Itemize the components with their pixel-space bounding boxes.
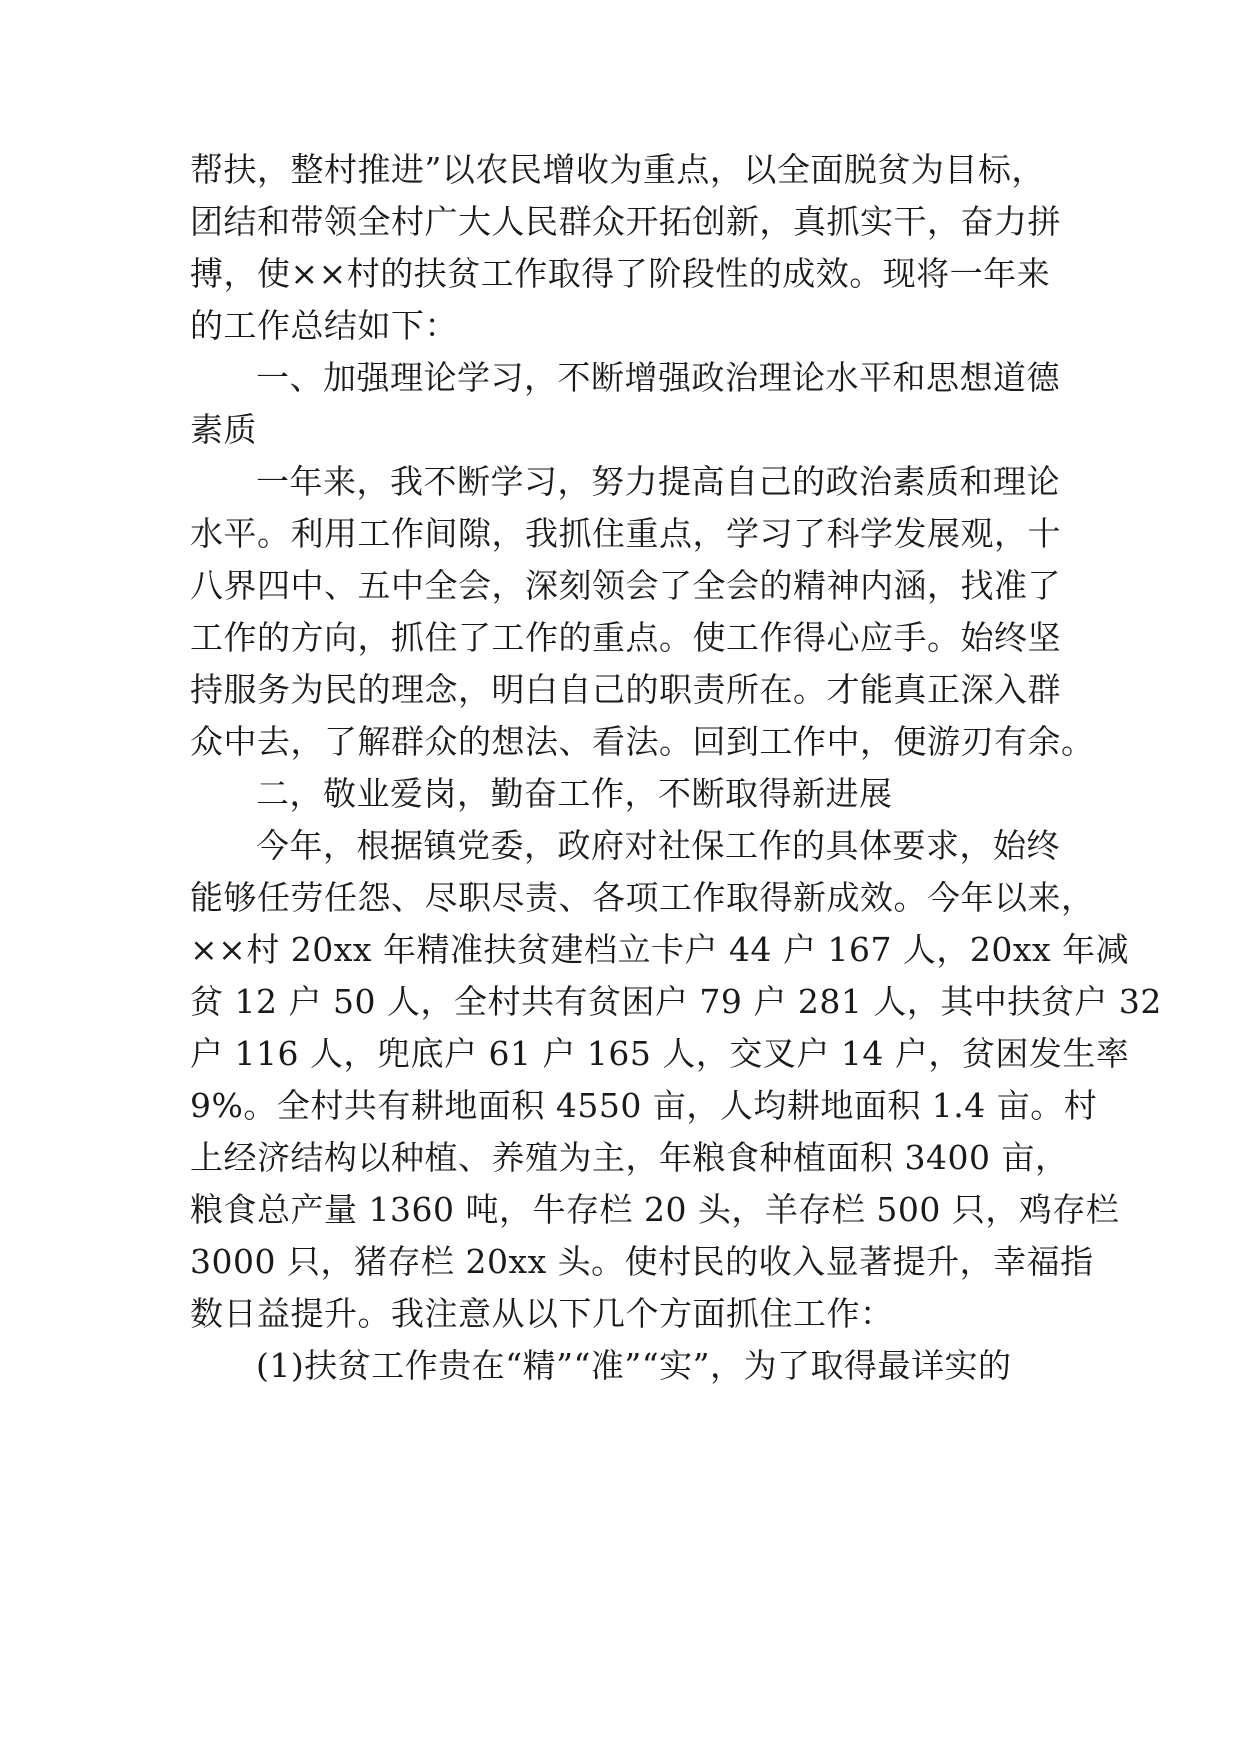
text-line: 数日益提升。我注意从以下几个方面抓住工作：: [190, 1294, 894, 1333]
text-line: 搏，使××村的扶贫工作取得了阶段性的成效。现将一年来: [190, 254, 1051, 293]
text-line: 粮食总产量 1360 吨，牛存栏 20 头，羊存栏 500 只，鸡存栏: [190, 1190, 1120, 1229]
text-line: 户 116 人，兜底户 61 户 165 人，交叉户 14 户，贫困发生率: [190, 1034, 1130, 1073]
text-line: 众中去，了解群众的想法、看法。回到工作中，便游刃有余。: [190, 722, 1095, 761]
text-line: 贫 12 户 50 人，全村共有贫困户 79 户 281 人，其中扶贫户 32: [190, 982, 1162, 1021]
text-line: 持服务为民的理念，明白自己的职责所在。才能真正深入群: [190, 670, 1061, 709]
list-item: (1)扶贫工作贵在“精”“准”“实”，为了取得最详实的: [256, 1346, 1012, 1385]
text-line: 的工作总结如下：: [190, 306, 458, 345]
text-line: 工作的方向，抓住了工作的重点。使工作得心应手。始终坚: [190, 618, 1061, 657]
text-line: 3000 只，猪存栏 20xx 头。使村民的收入显著提升，幸福指: [190, 1242, 1094, 1281]
text-line: 八界四中、五中全会，深刻领会了全会的精神内涵，找准了: [190, 566, 1061, 605]
text-line: 上经济结构以种植、养殖为主，年粮食种植面积 3400 亩，: [190, 1138, 1069, 1177]
text-line: 帮扶，整村推进”以农民增收为重点，以全面脱贫为目标，: [190, 150, 1045, 189]
section-heading-continued: 素质: [190, 410, 257, 449]
text-line: 一年来，我不断学习，努力提高自己的政治素质和理论: [256, 462, 1060, 501]
text-line: 今年，根据镇党委，政府对社保工作的具体要求，始终: [256, 826, 1060, 865]
section-heading: 二，敬业爱岗，勤奋工作，不断取得新进展: [256, 774, 893, 813]
text-line: 水平。利用工作间隙，我抓住重点，学习了科学发展观，十: [190, 514, 1061, 553]
text-line: 能够任劳任怨、尽职尽责、各项工作取得新成效。今年以来，: [190, 878, 1095, 917]
text-line: 9%。全村共有耕地面积 4550 亩，人均耕地面积 1.4 亩。村: [190, 1086, 1098, 1125]
text-line: ××村 20xx 年精准扶贫建档立卡户 44 户 167 人，20xx 年减: [190, 930, 1130, 969]
text-line: 团结和带领全村广大人民群众开拓创新，真抓实干，奋力拼: [190, 202, 1061, 241]
section-heading: 一、加强理论学习，不断增强政治理论水平和思想道德: [256, 358, 1060, 397]
